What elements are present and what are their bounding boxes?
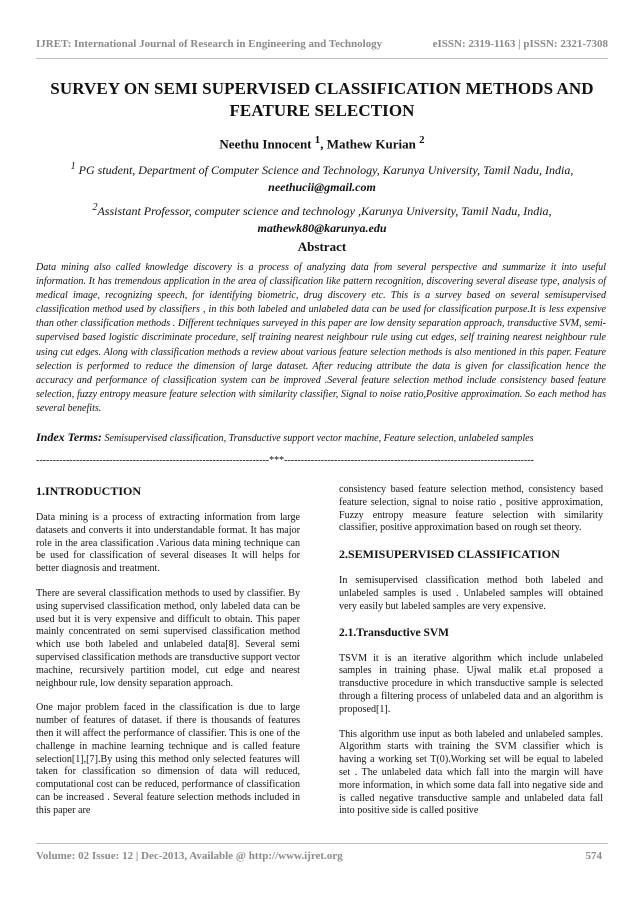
section-separator: ----------------------------------------------------------------------***--------------------------------------------------------------------------- <box>36 455 534 466</box>
affiliation-1 <box>36 158 608 196</box>
introduction-heading: 1.INTRODUCTION <box>36 484 142 498</box>
affiliation-2-text: Assistant Professor, computer science and technology ,Karunya University, Tamil Nadu, India, <box>97 204 552 218</box>
index-terms-text: Semisupervised classification, Transductive support vector machine, Feature selection, unlabeled samples <box>104 433 534 444</box>
intro-paragraph-continued: consistency based feature selection method, consistency based feature selection, signal to noise ratio , positive approximation, Fuzzy entropy measure feature selection with similarity classifier, positive approximation based on rough set theory. <box>339 484 603 534</box>
author-2-marker: 2 <box>419 134 425 146</box>
paper-title <box>36 78 608 122</box>
left-column <box>36 484 300 830</box>
index-terms-label: Index Terms: <box>36 430 102 444</box>
volume-info: Volume: 02 Issue: 12 | Dec-2013, Available @ http://www.ijret.org <box>36 850 343 862</box>
semisupervised-heading: 2.SEMISUPERVISED CLASSIFICATION <box>339 547 560 562</box>
author-1-marker: 1 <box>314 134 321 146</box>
affiliation-2-email[interactable]: mathewk80@karunya.edu <box>257 221 387 235</box>
affiliation-1-marker: 1 <box>70 161 76 172</box>
index-terms <box>36 430 608 445</box>
author-list: Neethu Innocent $^1$, Mathew Kurian $^2$ <box>219 134 425 152</box>
semisupervised-paragraph: In semisupervised classification method both labeled and unlabeled samples is used . Unlabeled samples will obtained very easily but labeled samples are very expensive. <box>339 575 603 612</box>
author-2: Mathew Kurian <box>326 136 416 152</box>
affiliation-2-marker: 2 <box>92 202 98 213</box>
running-header <box>36 38 608 50</box>
abstract-heading: Abstract <box>297 239 347 254</box>
title-line-1: SURVEY ON SEMI SUPERVISED CLASSIFICATION METHODS AND <box>50 79 594 98</box>
intro-paragraph-1: Data mining is a process of extracting information from large datasets and converts it into understandable format. It has major role in the area classification .Various data mining technique can be used for classification of several diseases It will helps for better diagnosis and treatment. <box>36 512 300 575</box>
affiliation-1-email[interactable]: neethucii@gmail.com <box>268 180 376 194</box>
tsvm-paragraph-1: TSVM it is an iterative algorithm which include unlabeled samples in training phase. Ujwal malik et.al proposed a transductive procedure in which transductive sample is selected through a filtering process of unlabeled data and an algorithm is proposed[1]. <box>339 652 603 715</box>
journal-name: IJRET: International Journal of Research in Engineering and Technology <box>36 38 383 50</box>
issn-info: eISSN: 2319-1163 | pISSN: 2321-7308 <box>432 38 608 50</box>
abstract-text: Data mining also called knowledge discovery is a process of analyzing data from several perspective and summarize it into useful information. It has tremendous application in the area of classification like pattern recognition, discovering several disease type, analysis of medical image, recognizing speech, for identifying biometric, drug discovery etc. This is a survey based on several semisupervised classification method used by classifiers , in this both labeled and unlabeled data can be used for classification purpose.It is less expensive than other classification methods . Different techniques surveyed in this paper are low density separation approach, transductive SVM, semi-supervised based logistic discriminate procedure, self training nearest neighbour rule using cut edges, self training nearest neighbour rule using cut edges. Along with classification methods a review about various feature selection methods is also mentioned in this paper. Feature selection is performed to reduce the dimension of large dataset. After reducing attribute the data is given for classification hence the accuracy and performance of classification system can be improved .Several feature selection method include consistency based feature selection, fuzzy entropy measure feature selection with similarity classifier, Signal to noise ratio,Positive approximation. So each method has several benefits. <box>36 262 606 414</box>
intro-paragraph-2: There are several classification methods to used by classifier. By using supervised classification method, only labeled data can be used but it is very expensive and difficult to obtain. This paper mainly concentrated on semi supervised classification method which use both labeled and unlabeled data[8]. Several semi supervised classification methods are transductive support vector machine, recursively partition model, cut edge and nearest neighbour rule, low density separation approach. <box>36 587 300 689</box>
affiliation-2 <box>36 199 608 237</box>
affiliation-1-text: PG student, Department of Computer Science and Technology, Karunya University, Tamil Nadu, India, <box>78 163 574 177</box>
tsvm-heading: 2.1.Transductive SVM <box>339 626 449 639</box>
tsvm-paragraph-2: This algorithm use input as both labeled and unlabeled samples. Algorithm starts with training the SVM classifier which is having a working set T(0).Working set will be equal to labeled set . The unlabeled data which fall into the margin will have more information, in which some data fall into negative side and is called negative transductive sample and unlabeled data fall into positive side is called positive <box>339 728 603 817</box>
page-number: 574 <box>585 850 602 862</box>
title-line-2: FEATURE SELECTION <box>229 101 415 120</box>
footer-rule <box>36 843 608 844</box>
intro-paragraph-3: One major problem faced in the classification is due to large number of features of dataset. if there is thousands of features then it will affect the performance of classifier. This is one of the challenge in machine learning technique and is called feature selection[1],[7].By using this method only selected features will taken for classification so dimension of data will reduced, computational cost can be reduced, performance of classification can be increased . Several feature selection methods included in this paper are <box>36 702 300 816</box>
header-rule <box>36 58 608 59</box>
right-column <box>339 484 603 830</box>
running-footer <box>36 850 602 862</box>
author-1: Neethu Innocent <box>219 136 312 152</box>
